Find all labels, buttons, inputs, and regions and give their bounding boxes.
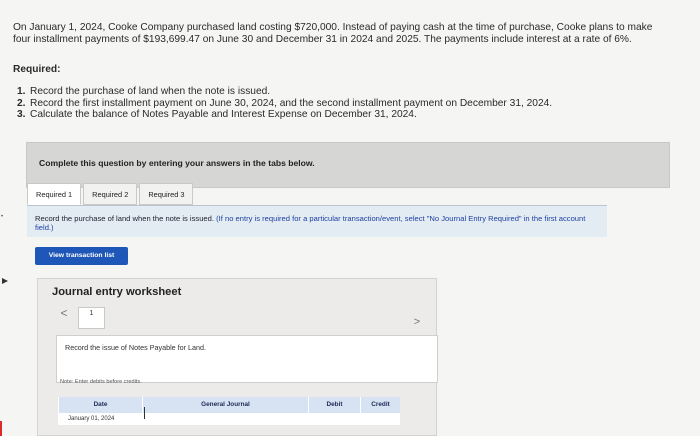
chevron-right-icon[interactable]: > bbox=[413, 316, 421, 328]
edge-marker bbox=[0, 421, 2, 436]
requirement-text: Record the purchase of land when the note is issued. bbox=[30, 86, 271, 97]
requirement-text: Record the first installment payment on June 30, 2024, and the second installment payment on December 31, 2024. bbox=[30, 97, 553, 109]
debit-credit-note: Note: Enter debits before credits. bbox=[60, 379, 142, 385]
required-heading: Required: bbox=[13, 64, 61, 75]
requirement-item bbox=[17, 86, 637, 98]
problem-intro: On January 1, 2024, Cooke Company purchased land costing $720,000. Instead of paying cash at the time of purchase, Cooke plans to make four installment payments of $193,699.47 on June 30 and December 31 in 2024 and 2025. The payments include interest at a rate of 6%. bbox=[13, 22, 653, 45]
view-transaction-list-button[interactable]: View transaction list bbox=[35, 247, 128, 265]
worksheet-title: Journal entry worksheet bbox=[52, 286, 182, 298]
account-cell[interactable] bbox=[142, 413, 308, 425]
instruction-main: Record the purchase of land when the note is issued. bbox=[35, 214, 214, 223]
tab-required-3[interactable]: Required 3 bbox=[139, 183, 193, 205]
header-debit: Debit bbox=[308, 397, 360, 413]
date-cell[interactable]: January 01, 2024 bbox=[68, 416, 115, 422]
instruction-hint: (If no entry is required for a particular transaction/event, select "No Journal Entry Required" in the first account field.) bbox=[35, 214, 586, 232]
credit-cell[interactable] bbox=[360, 413, 400, 425]
header-general-journal: General Journal bbox=[142, 397, 308, 413]
instructions-banner bbox=[26, 142, 670, 188]
requirement-item bbox=[17, 98, 637, 110]
text-cursor bbox=[144, 407, 145, 419]
requirements-list bbox=[17, 86, 637, 121]
table-row bbox=[58, 413, 400, 425]
requirement-item bbox=[17, 109, 637, 121]
header-credit: Credit bbox=[360, 397, 400, 413]
requirement-number: 1. bbox=[17, 86, 26, 97]
debit-cell[interactable] bbox=[308, 413, 360, 425]
pointer-arrow-icon bbox=[2, 278, 8, 284]
entry-description: Record the issue of Notes Payable for Land. bbox=[56, 335, 438, 383]
header-date: Date bbox=[58, 397, 142, 413]
tab-required-1[interactable]: Required 1 bbox=[27, 183, 81, 205]
requirement-number: 3. bbox=[17, 109, 26, 120]
tab-required-2[interactable]: Required 2 bbox=[83, 183, 137, 205]
journal-table-header bbox=[58, 397, 400, 413]
tab-instruction bbox=[27, 205, 607, 237]
requirement-number: 2. bbox=[17, 97, 26, 109]
requirement-tabs bbox=[27, 183, 195, 205]
worksheet-page-number[interactable]: 1 bbox=[78, 307, 105, 329]
side-dot: • bbox=[1, 214, 4, 220]
banner-text: Complete this question by entering your answers in the tabs below. bbox=[39, 158, 315, 168]
requirement-text: Calculate the balance of Notes Payable and Interest Expense on December 31, 2024. bbox=[30, 109, 417, 120]
chevron-left-icon[interactable]: < bbox=[60, 306, 68, 320]
